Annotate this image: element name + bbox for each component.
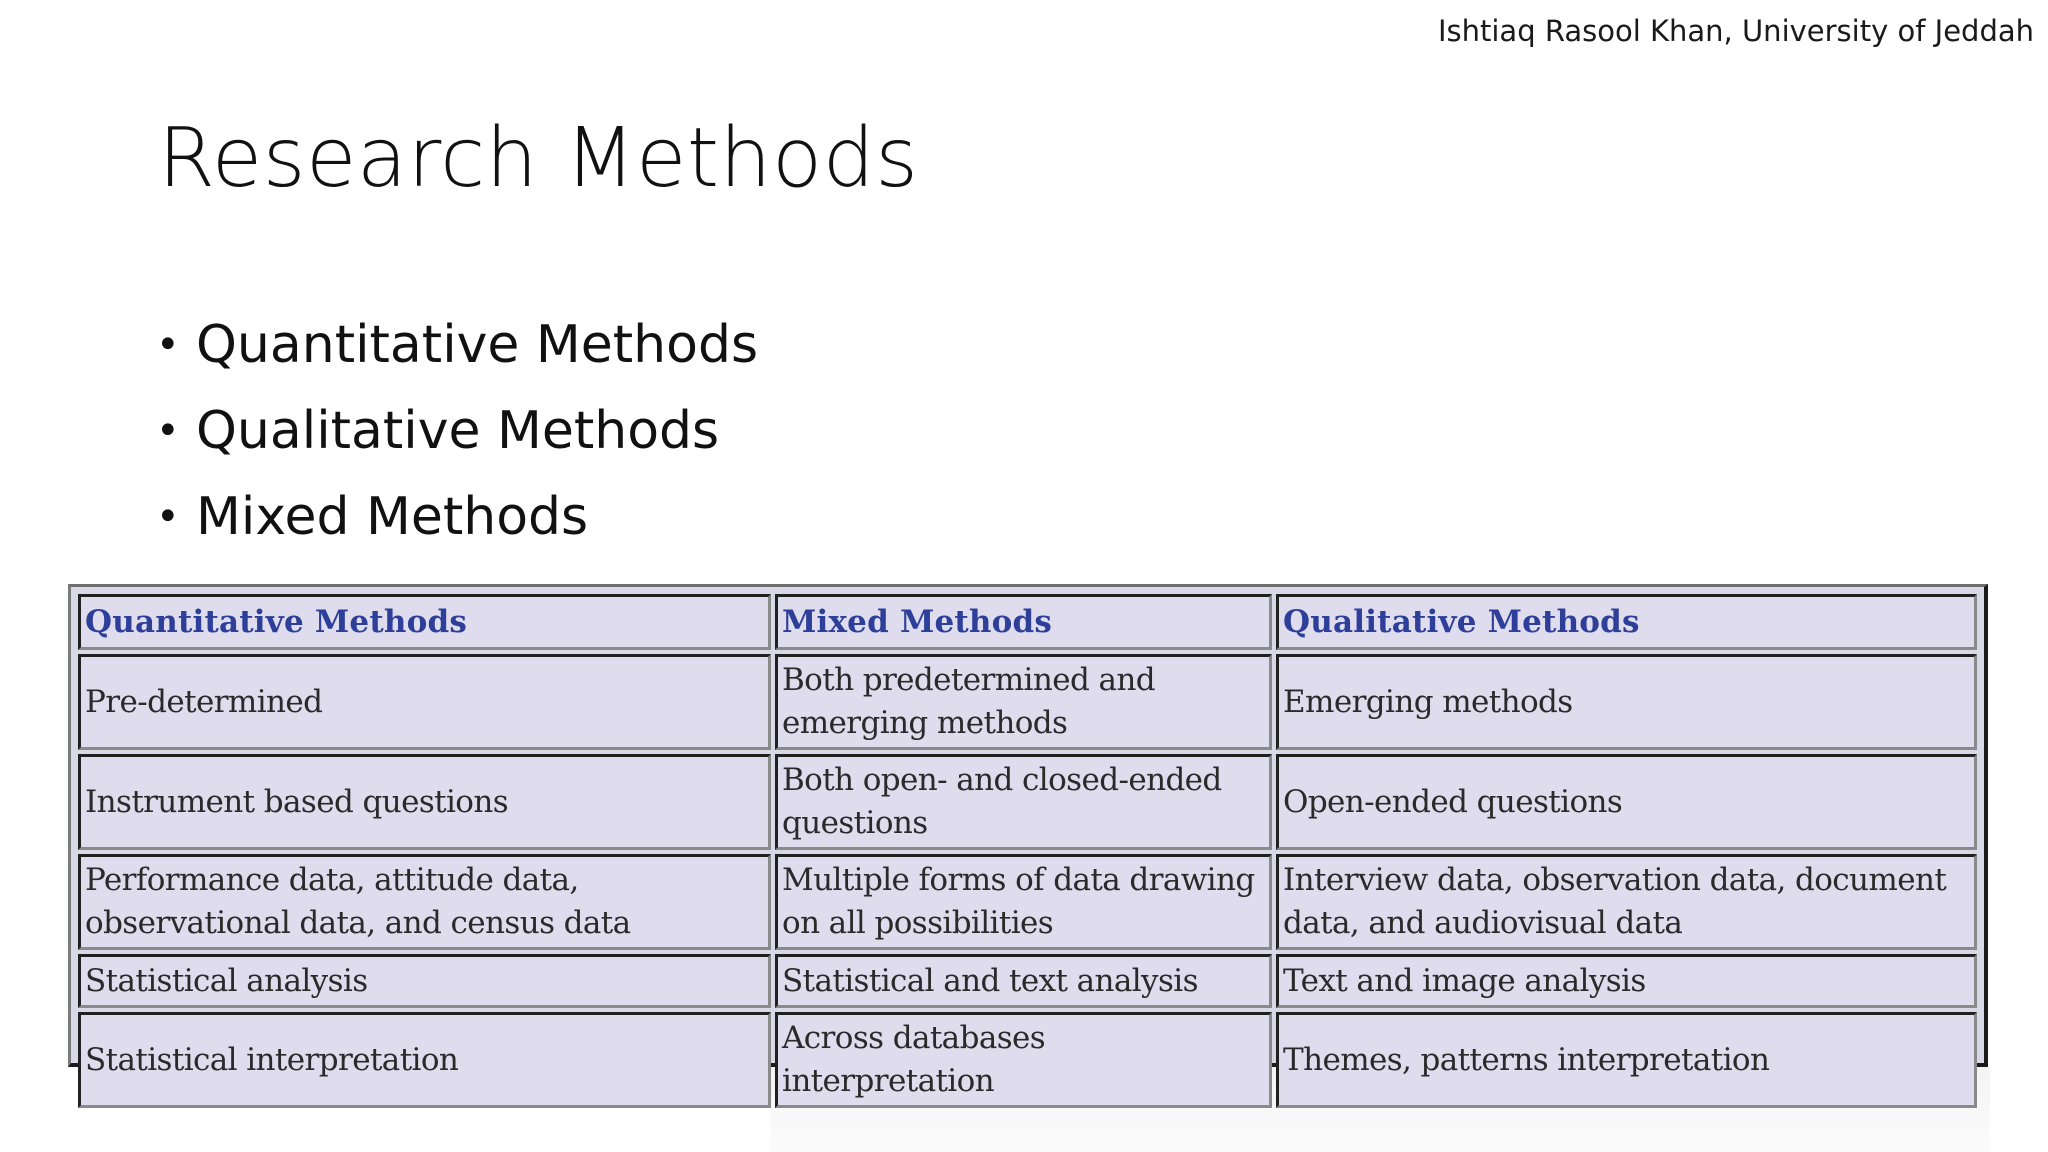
header-quantitative: Quantitative Methods — [78, 594, 771, 650]
table-cell: Emerging methods — [1276, 654, 1977, 750]
header-qualitative: Qualitative Methods — [1276, 594, 1977, 650]
table-cell: Instrument based questions — [78, 754, 771, 850]
bullet-item — [156, 312, 758, 398]
bullet-dot-icon: • — [156, 322, 180, 368]
bullet-text: Mixed Methods — [196, 487, 589, 547]
table-cell: Both predetermined and emerging methods — [775, 654, 1272, 750]
bullet-dot-icon: • — [156, 494, 180, 540]
bullet-text: Quantitative Methods — [196, 315, 759, 375]
bullet-list — [156, 312, 758, 570]
table-cell: Statistical analysis — [78, 954, 771, 1008]
slide-title: Research Methods — [158, 111, 919, 206]
table-cell: Themes, patterns interpretation — [1276, 1012, 1977, 1108]
table-cell: Interview data, observation data, document data, and audiovisual data — [1276, 854, 1977, 950]
table-row — [78, 954, 1977, 1008]
table-cell: Statistical interpretation — [78, 1012, 771, 1108]
methods-comparison-table — [74, 590, 1981, 1112]
bullet-dot-icon: • — [156, 408, 180, 454]
bullet-item — [156, 398, 758, 484]
author-credit: Ishtiaq Rasool Khan, University of Jeddah — [1437, 14, 2034, 48]
table-cell: Across databases interpretation — [775, 1012, 1272, 1108]
table-header-row — [78, 594, 1977, 650]
table-row — [78, 1012, 1977, 1108]
bullet-text: Qualitative Methods — [196, 401, 720, 461]
table-row — [78, 854, 1977, 950]
table-cell: Open-ended questions — [1276, 754, 1977, 850]
header-mixed: Mixed Methods — [775, 594, 1272, 650]
table-cell: Performance data, attitude data, observational data, and census data — [78, 854, 771, 950]
table-row — [78, 654, 1977, 750]
table-cell: Both open- and closed-ended questions — [775, 754, 1272, 850]
table-cell: Text and image analysis — [1276, 954, 1977, 1008]
table-cell: Statistical and text analysis — [775, 954, 1272, 1008]
table-cell: Pre-determined — [78, 654, 771, 750]
table-cell: Multiple forms of data drawing on all possibilities — [775, 854, 1272, 950]
table-row — [78, 754, 1977, 850]
methods-table-frame — [68, 584, 1988, 1099]
bullet-item — [156, 484, 758, 570]
